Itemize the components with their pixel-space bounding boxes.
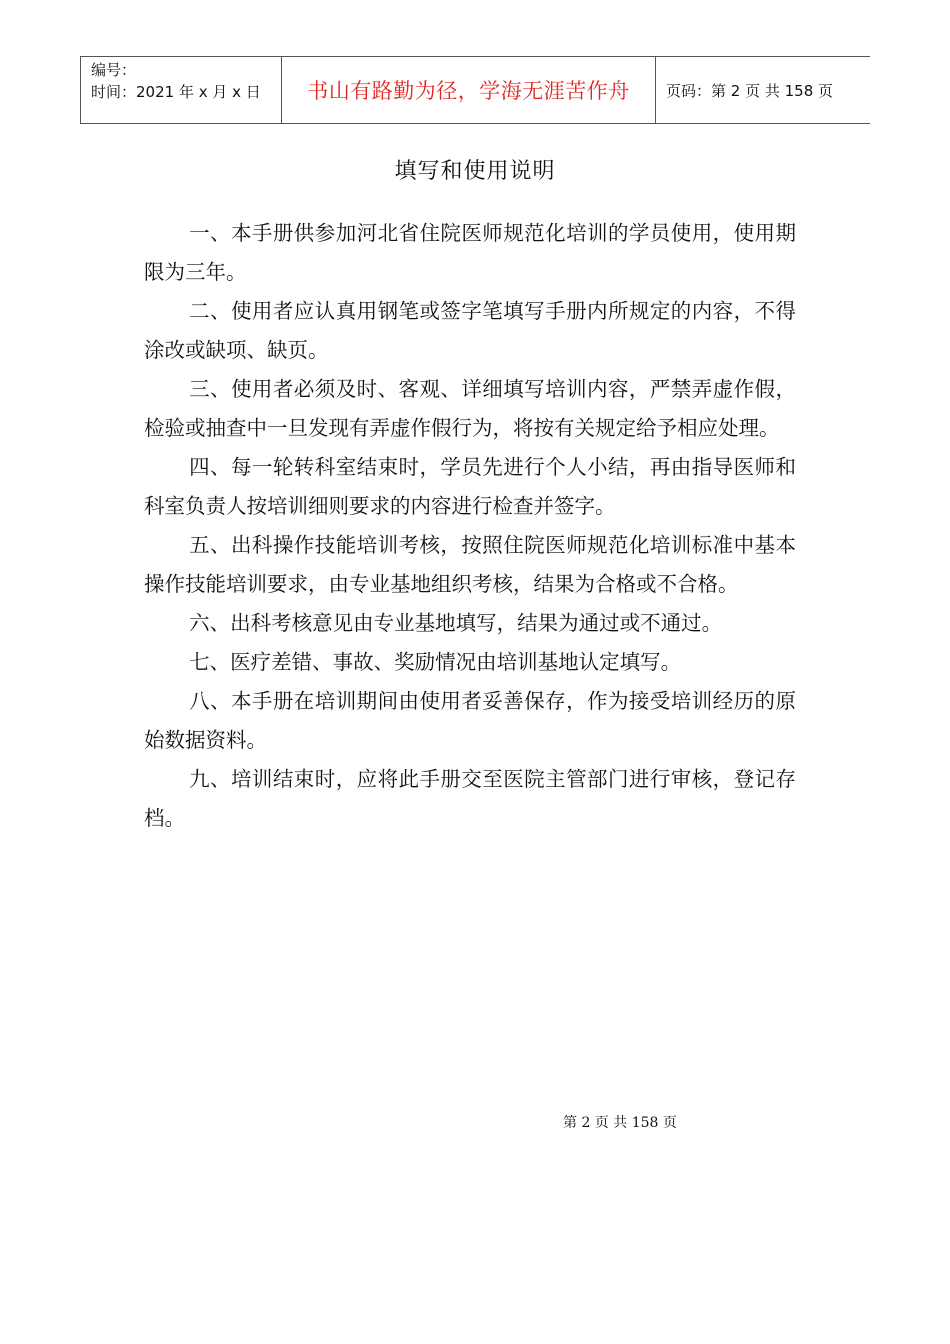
header-page-info: 页码：第 2 页 共 158 页 xyxy=(666,81,834,100)
header-page-cell xyxy=(656,57,870,123)
document-number-label: 编号： xyxy=(91,61,137,79)
instruction-paragraph: 二、使用者应认真用钢笔或签字笔填写手册内所规定的内容，不得涂改或缺项、缺页。 xyxy=(144,299,796,362)
instructions-body xyxy=(144,214,796,838)
header-table xyxy=(80,56,870,124)
instruction-paragraph: 一、本手册供参加河北省住院医师规范化培训的学员使用，使用期限为三年。 xyxy=(144,221,796,284)
page-title: 填写和使用说明 xyxy=(394,159,556,184)
header-motto-cell xyxy=(282,57,656,123)
instruction-paragraph: 九、培训结束时，应将此手册交至医院主管部门进行审核，登记存档。 xyxy=(144,767,796,830)
instruction-paragraph: 八、本手册在培训期间由使用者妥善保存，作为接受培训经历的原始数据资料。 xyxy=(144,689,796,752)
page-footer: 第 2 页 共 158 页 xyxy=(563,1115,677,1131)
instruction-paragraph: 五、出科操作技能培训考核，按照住院医师规范化培训标准中基本操作技能培训要求，由专业基地组织考核，结果为合格或不合格。 xyxy=(144,533,796,596)
instruction-paragraph: 六、出科考核意见由专业基地填写，结果为通过或不通过。 xyxy=(189,611,723,635)
motto-text: 书山有路勤为径，学海无涯苦作舟 xyxy=(307,79,630,103)
header-meta-cell xyxy=(81,57,282,123)
instruction-paragraph: 三、使用者必须及时、客观、详细填写培训内容，严禁弄虚作假，检验或抽查中一旦发现有弄虚作假行为，将按有关规定给予相应处理。 xyxy=(144,377,796,440)
instruction-paragraph: 四、每一轮转科室结束时，学员先进行个人小结，再由指导医师和科室负责人按培训细则要求的内容进行检查并签字。 xyxy=(144,455,796,518)
instruction-paragraph: 七、医疗差错、事故、奖励情况由培训基地认定填写。 xyxy=(189,650,682,674)
document-time-label: 时间：2021 年 x 月 x 日 xyxy=(91,83,261,101)
